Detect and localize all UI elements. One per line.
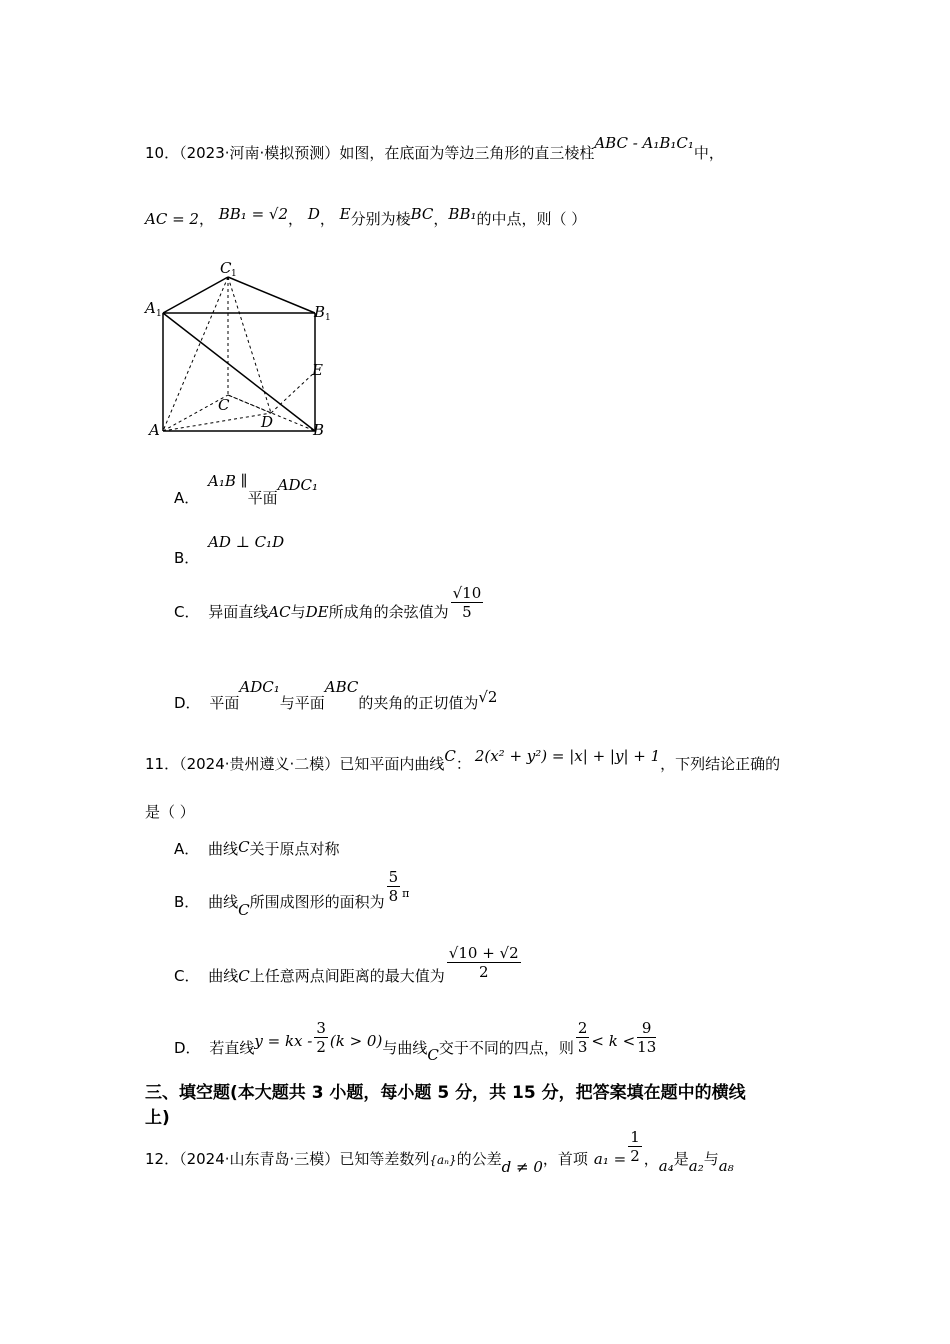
stem-text: 是 (673, 1150, 689, 1168)
option-text: 曲线 (208, 840, 239, 858)
option-label: B． (174, 893, 200, 911)
option-label: C． (174, 967, 200, 985)
label-subscript: 1 (325, 313, 331, 323)
label-b: B (313, 421, 325, 439)
stem-text: 已知等差数列 (339, 1150, 430, 1168)
math: C (238, 901, 250, 919)
q11-option-c[interactable] (174, 930, 523, 985)
math: y = kx - (254, 1032, 313, 1050)
math: a₂ (688, 1157, 704, 1175)
prism-figure (140, 255, 340, 445)
option-text: 异面直线 (208, 603, 269, 621)
q10-option-c[interactable] (174, 584, 485, 631)
math: A₁B ∥ (208, 472, 248, 490)
stem-text: ： (455, 755, 471, 773)
numerator: √10 (452, 584, 482, 602)
stem-text: ， (643, 1150, 659, 1168)
denominator: 2 (478, 963, 489, 981)
option-text: 曲线 (208, 967, 239, 985)
denominator: 13 (637, 1038, 657, 1056)
stem-text: 分别为棱 (350, 210, 411, 228)
math: ABC (324, 678, 359, 696)
option-text: 交于不同的四点，则 (438, 1039, 574, 1057)
option-text: 与曲线 (382, 1039, 428, 1057)
fraction (387, 868, 401, 905)
numerator: 2 (577, 1019, 588, 1037)
option-text: 若直线 (209, 1039, 255, 1057)
option-label: A． (174, 489, 200, 507)
q11-option-a[interactable] (174, 836, 340, 857)
label-a1: A (145, 299, 156, 317)
fraction (628, 1128, 642, 1165)
section-heading (145, 1078, 746, 1128)
math: π (402, 887, 410, 900)
stem-text: ，首项 (542, 1150, 588, 1168)
numerator: 3 (316, 1019, 326, 1037)
numerator: 1 (630, 1128, 640, 1146)
fraction (451, 584, 484, 621)
option-text: 与平面 (279, 694, 325, 712)
stem-text: 的中点，则（ ） (476, 210, 587, 228)
math-bb1: BB₁ = √2 (218, 205, 289, 223)
question-number: 12． (145, 1150, 180, 1168)
fraction (314, 1019, 328, 1056)
math: AC (268, 603, 291, 621)
denominator: 8 (388, 887, 399, 905)
option-text: 关于原点对称 (249, 840, 340, 858)
math-bc: BC (410, 205, 434, 223)
math: C (444, 747, 456, 765)
numerator: √10 + √2 (448, 944, 519, 962)
option-label: B． (174, 549, 200, 567)
q10-option-a[interactable] (174, 470, 318, 507)
option-label: C． (174, 603, 200, 621)
math-d: D (307, 205, 320, 223)
stem-text: 如图，在底面为等边三角形的直三棱柱 (339, 144, 595, 162)
stem-text: 是（ ） (145, 803, 195, 821)
label-a: A (149, 421, 160, 439)
q12-line-1 (145, 1128, 734, 1176)
math: C (427, 1046, 439, 1064)
math: AD ⊥ C₁D (208, 533, 285, 551)
option-text: 曲线 (208, 893, 239, 911)
math: ADC₁ (277, 476, 318, 494)
option-text: 平面 (209, 694, 240, 712)
stem-text: 的公差 (456, 1150, 502, 1168)
option-text: 平面 (247, 489, 278, 507)
math: a₁ = (593, 1150, 627, 1168)
denominator: 3 (577, 1038, 588, 1056)
denominator: 5 (462, 603, 472, 621)
option-text: 所围成图形的面积为 (249, 893, 385, 911)
q10-line-1 (145, 134, 724, 163)
denominator: 2 (316, 1038, 326, 1056)
numerator: 9 (637, 1019, 656, 1038)
equation: 2(x² + y²) = |x| + |y| + 1 (474, 747, 661, 765)
fraction (447, 944, 521, 981)
q10-option-b[interactable] (174, 531, 285, 567)
q11-line-2 (145, 801, 195, 822)
math: a₄ (658, 1157, 674, 1175)
label-d: D (261, 413, 274, 431)
option-label: A． (174, 840, 200, 858)
math-ac: AC = 2 (145, 210, 199, 228)
stem-text: 中， (693, 144, 724, 162)
math: (k > 0) (329, 1032, 383, 1050)
math: a₈ (718, 1157, 734, 1175)
section-title-cont: 上) (145, 1108, 170, 1128)
question-number: 10． (145, 144, 180, 162)
math: d ≠ 0 (501, 1158, 543, 1176)
math: {aₙ} (429, 1153, 457, 1167)
label-subscript: 1 (156, 309, 162, 319)
math: < k < (591, 1032, 636, 1050)
math: DE (305, 603, 329, 621)
numerator: 5 (388, 868, 399, 886)
math: ADC₁ (239, 678, 280, 696)
fraction (576, 1019, 590, 1056)
q11-option-b[interactable] (174, 868, 410, 919)
math: C (238, 967, 250, 985)
label-b1: B (314, 303, 326, 321)
denominator: 2 (630, 1147, 640, 1165)
fraction (637, 1019, 656, 1056)
section-title: 三、填空题(本大题共 3 小题，每小题 5 分，共 15 分，把答案填在题中的横线 (145, 1083, 746, 1103)
label-subscript: 1 (231, 269, 237, 279)
q10-option-d[interactable] (174, 676, 498, 712)
label-c: C (218, 396, 230, 414)
label-c1: C (220, 259, 232, 277)
math-e: E (339, 205, 351, 223)
option-text: 的夹角的正切值为 (358, 694, 479, 712)
stem-text: ，下列结论正确的 (660, 755, 781, 773)
option-text: 与 (290, 603, 306, 621)
stem-text: 与 (703, 1150, 719, 1168)
question-source: （2024·山东青岛·三模） (179, 1150, 340, 1168)
question-source: （2023·河南·模拟预测） (179, 144, 340, 162)
prism-name: ABC - A₁B₁C₁ (594, 134, 694, 152)
math: √2 (478, 688, 498, 706)
label-e: E (312, 361, 323, 379)
option-label: D． (174, 1039, 201, 1057)
math-bb1: BB₁ (448, 205, 477, 223)
option-label: D． (174, 694, 201, 712)
math: C (238, 838, 250, 856)
q11-option-d[interactable] (174, 1013, 658, 1064)
stem-text: 已知平面内曲线 (339, 755, 445, 773)
option-text: 上任意两点间距离的最大值为 (249, 967, 445, 985)
question-number: 11． (145, 755, 180, 773)
q10-line-2: AC = 2， BB₁ = √2， D， E分别为棱BC，BB₁的中点，则（ ） (145, 205, 587, 228)
option-text: 所成角的余弦值为 (328, 603, 449, 621)
q11-line-1 (145, 745, 781, 773)
question-source: （2024·贵州遵义·二模） (179, 755, 340, 773)
